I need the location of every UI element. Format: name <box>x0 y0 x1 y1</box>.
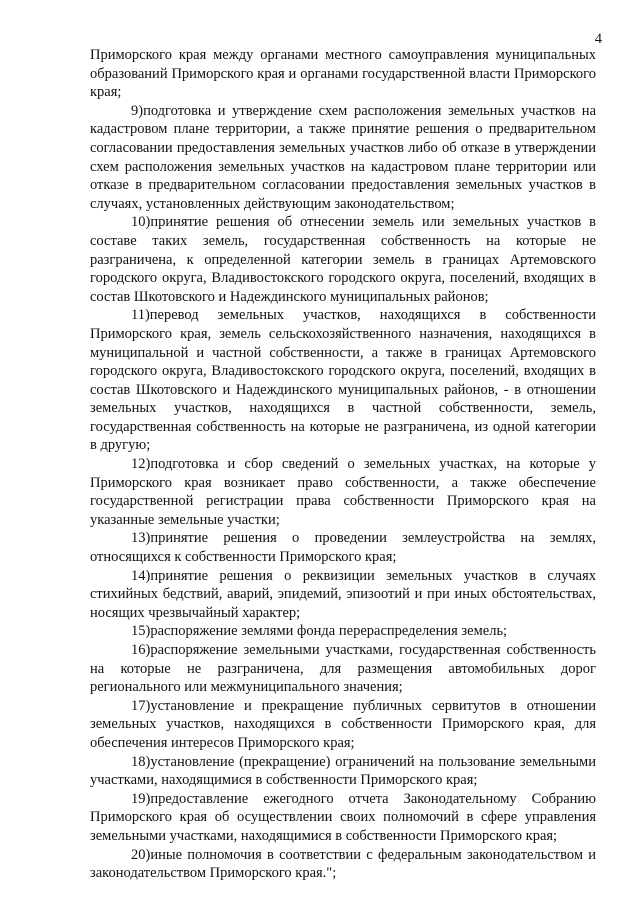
paragraph: 18)установление (прекращение) ограничений на пользование земельными участками, находящимися в собственности Приморского края; <box>90 753 596 789</box>
paragraph: 19)предоставление ежегодного отчета Законодательному Собранию Приморского края об осуществлении своих полномочий в сфере управления земельными участками, находящимися в собственности Приморского края; <box>90 790 596 844</box>
paragraph: 14)принятие решения о реквизиции земельных участков в случаях стихийных бедствий, аварий, эпидемий, эпизоотий и при иных обстоятельствах, носящих чрезвычайный характер; <box>90 567 596 621</box>
paragraph: 17)установление и прекращение публичных сервитутов в отношении земельных участков, находящихся в собственности Приморского края, для обеспечения интересов Приморского края; <box>90 697 596 751</box>
paragraph: 15)распоряжение землями фонда перераспределения земель; <box>131 623 508 640</box>
paragraph: 11)перевод земельных участков, находящихся в собственности Приморского края, земель сельскохозяйственного назначения, находящихся в муниципальной и частной собственности, а также в границах Артемовского городского округа, Владивостокского городского округа, поселений, входящих в состав Шкотовского и Надеждинского муниципальных районов, - в отношении земельных участков, находящихся в частной собственности, земель, государственная собственность на которые не разграничена, из одной категории в другую; <box>90 307 596 454</box>
paragraph: 10)принятие решения об отнесении земель или земельных участков в составе таких земель, государственная собственность на которые не разграничена, к определенной категории земель в границах Артемовского городского округа, Владивостокского городского округа, поселений, входящих в состав Шкотовского и Надеждинского муниципальных районов; <box>90 214 596 305</box>
paragraph: Приморского края между органами местного самоуправления муниципальных образований Приморского края и органами государственной власти Приморского края; <box>90 47 596 101</box>
document-body <box>90 46 596 883</box>
paragraph: 13)принятие решения о проведении землеустройства на землях, относящихся к собственности Приморского края; <box>90 530 596 566</box>
paragraph: 9)подготовка и утверждение схем расположения земельных участков на кадастровом плане территории, а также принятие решения о предварительном согласовании предоставления земельных участков либо об отказе в утверждении схем расположения земельных участков на кадастровом плане территории или отказе в предварительном согласовании предоставления земельных участков в случаях, установленных действующим законодательством; <box>90 102 596 212</box>
paragraph: 12)подготовка и сбор сведений о земельных участках, на которые у Приморского края возникает право собственности, а также обеспечение государственной регистрации права собственности Приморского края на указанные земельные участки; <box>90 456 596 528</box>
paragraph: 20)иные полномочия в соответствии с федеральным законодательством и законодательством Приморского края."; <box>90 846 596 882</box>
paragraph: 16)распоряжение земельными участками, государственная собственность на которые не разграничена, для размещения автомобильных дорог регионального или межмуниципального значения; <box>90 642 596 696</box>
page-number: 4 <box>594 31 602 47</box>
